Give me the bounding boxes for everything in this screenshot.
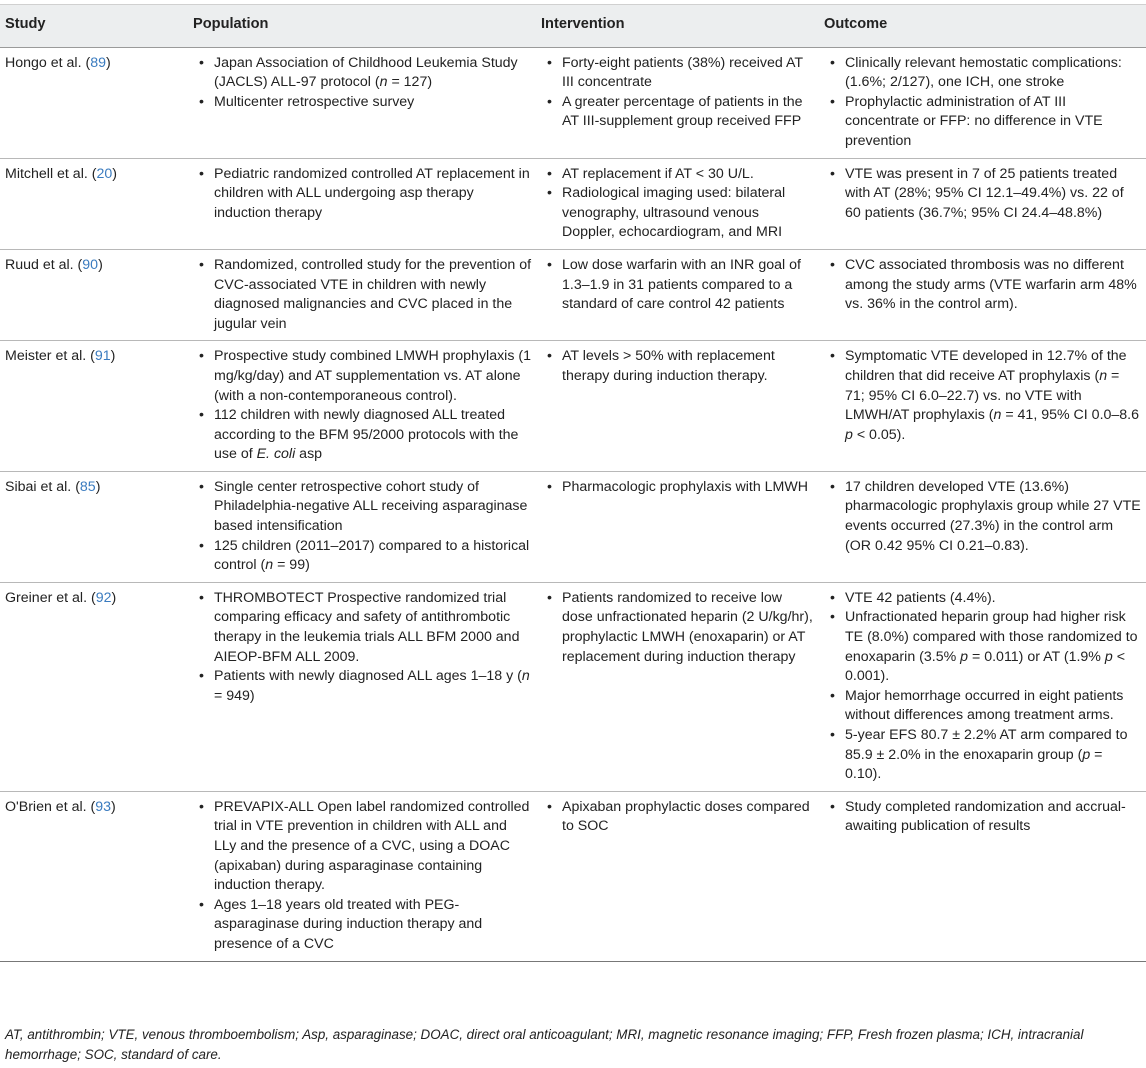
table-footnote: AT, antithrombin; VTE, venous thromboembolism; Asp, asparaginase; DOAC, direct oral anticoagulant; MRI, magnetic resonance imaging; FFP, Fresh frozen plasma; ICH, intracranial hemorrhage; SOC, standard of care. bbox=[5, 1027, 1084, 1062]
outcome-cell bbox=[819, 471, 1146, 582]
bullet-list bbox=[193, 478, 532, 576]
population-item: • PREVAPIX-ALL Open label randomized controlled trial in VTE prevention in children with ALL and LLy and the presence of a CVC, using a DOAC (apixaban) during asparaginase containing induction therapy. bbox=[193, 798, 532, 896]
reference-link[interactable]: 91 bbox=[94, 348, 111, 365]
study-cell bbox=[0, 249, 188, 340]
study-name-close: ) bbox=[111, 798, 116, 815]
study-cell bbox=[0, 791, 188, 961]
reference-link[interactable]: 92 bbox=[95, 589, 112, 606]
bullet-list bbox=[193, 256, 532, 334]
outcome-item: • Unfractionated heparin group had higher risk TE (8.0%) compared with those randomized to enoxaparin (3.5% p = 0.011) or AT (1.9% p < 0.001). bbox=[824, 608, 1142, 686]
intervention-item: • A greater percentage of patients in the AT III-supplement group received FFP bbox=[541, 93, 815, 132]
bullet-list bbox=[541, 478, 815, 498]
outcome-cell bbox=[819, 341, 1146, 472]
study-cell bbox=[0, 582, 188, 791]
outcome-item: • Major hemorrhage occurred in eight patients without differences among treatment arms. bbox=[824, 687, 1142, 726]
reference-link[interactable]: 90 bbox=[82, 256, 99, 273]
outcome-cell bbox=[819, 47, 1146, 158]
intervention-cell bbox=[536, 47, 819, 158]
intervention-item: • Radiological imaging used: bilateral venography, ultrasound venous Doppler, echocardiogram, and MRI bbox=[541, 184, 815, 243]
population-item: • THROMBOTECT Prospective randomized trial comparing efficacy and safety of antithrombotic therapy in the leukemia trials ALL BFM 2000 and AIEOP-BFM ALL 2009. bbox=[193, 589, 532, 667]
outcome-item: • CVC associated thrombosis was no different among the study arms (VTE warfarin arm 48% vs. 36% in the control arm). bbox=[824, 256, 1142, 315]
outcome-item: • Study completed randomization and accrual-awaiting publication of results bbox=[824, 798, 1142, 837]
reference-link[interactable]: 89 bbox=[90, 54, 106, 71]
population-cell bbox=[188, 471, 536, 582]
study-name: Sibai et al. ( bbox=[5, 478, 80, 495]
intervention-cell bbox=[536, 158, 819, 249]
table-row bbox=[0, 791, 1146, 961]
intervention-cell bbox=[536, 341, 819, 472]
bullet-list bbox=[824, 347, 1142, 445]
study-name: Ruud et al. ( bbox=[5, 256, 83, 273]
outcome-item: • Clinically relevant hemostatic complications: (1.6%; 2/127), one ICH, one stroke bbox=[824, 54, 1142, 93]
intervention-item: • Pharmacologic prophylaxis with LMWH bbox=[541, 478, 815, 498]
bullet-list bbox=[824, 165, 1142, 224]
bullet-list bbox=[193, 798, 532, 955]
study-cell bbox=[0, 47, 188, 158]
bullet-list bbox=[541, 347, 815, 386]
population-item: • Single center retrospective cohort study of Philadelphia-negative ALL receiving asparaginase based intensification bbox=[193, 478, 532, 537]
study-cell bbox=[0, 158, 188, 249]
table-row bbox=[0, 158, 1146, 249]
study-name-close: ) bbox=[95, 478, 101, 495]
table-row bbox=[0, 341, 1146, 472]
bullet-list bbox=[193, 54, 532, 113]
study-name: Greiner et al. ( bbox=[5, 589, 96, 606]
bullet-list bbox=[193, 165, 532, 224]
intervention-cell bbox=[536, 791, 819, 961]
header-outcome: Outcome bbox=[819, 5, 1146, 48]
bullet-list bbox=[824, 54, 1142, 152]
table-row bbox=[0, 471, 1146, 582]
study-name-close: ) bbox=[110, 348, 116, 365]
population-item: • 125 children (2011–2017) compared to a historical control (n = 99) bbox=[193, 537, 532, 576]
table-row bbox=[0, 47, 1146, 158]
population-cell bbox=[188, 791, 536, 961]
population-cell bbox=[188, 47, 536, 158]
bullet-list bbox=[824, 589, 1142, 785]
outcome-cell bbox=[819, 158, 1146, 249]
bullet-list bbox=[824, 478, 1142, 556]
outcome-item: • VTE was present in 7 of 25 patients treated with AT (28%; 95% CI 12.1–49.4%) vs. 22 of 60 patients (36.7%; 95% CI 24.4–48.8%) bbox=[824, 165, 1142, 224]
bullet-list bbox=[824, 256, 1142, 315]
population-cell bbox=[188, 158, 536, 249]
intervention-item: • Patients randomized to receive low dose unfractionated heparin (2 U/kg/hr), prophylactic LMWH (enoxaparin) or AT replacement during induction therapy bbox=[541, 589, 815, 667]
study-cell bbox=[0, 471, 188, 582]
reference-link[interactable]: 93 bbox=[95, 798, 112, 815]
study-name-close: ) bbox=[111, 589, 117, 606]
bullet-list bbox=[541, 165, 815, 243]
study-name: Mitchell et al. ( bbox=[5, 165, 97, 182]
study-name: Hongo et al. ( bbox=[5, 54, 91, 71]
population-item: • Japan Association of Childhood Leukemia Study (JACLS) ALL-97 protocol (n = 127) bbox=[193, 54, 532, 93]
header-study: Study bbox=[0, 5, 188, 48]
study-table bbox=[0, 4, 1146, 962]
bullet-list bbox=[541, 54, 815, 132]
outcome-item: • Prophylactic administration of AT III concentrate or FFP: no difference in VTE prevention bbox=[824, 93, 1142, 152]
population-item: • 112 children with newly diagnosed ALL treated according to the BFM 95/2000 protocols with the use of E. coli asp bbox=[193, 406, 532, 465]
population-item: • Prospective study combined LMWH prophylaxis (1 mg/kg/day) and AT supplementation vs. AT alone (with a non-contemporaneous control). bbox=[193, 347, 532, 406]
reference-link[interactable]: 85 bbox=[79, 478, 96, 495]
bullet-list bbox=[541, 589, 815, 667]
header-intervention: Intervention bbox=[536, 5, 819, 48]
intervention-item: • Low dose warfarin with an INR goal of 1.3–1.9 in 31 patients compared to a standard of care control 42 patients bbox=[541, 256, 815, 315]
bullet-list bbox=[541, 798, 815, 837]
study-cell bbox=[0, 341, 188, 472]
intervention-cell bbox=[536, 582, 819, 791]
population-item: • Multicenter retrospective survey bbox=[193, 93, 532, 113]
population-item: • Ages 1–18 years old treated with PEG-asparaginase during induction therapy and presence of a CVC bbox=[193, 896, 532, 955]
population-item: • Patients with newly diagnosed ALL ages 1–18 y (n = 949) bbox=[193, 667, 532, 706]
population-item: • Randomized, controlled study for the prevention of CVC-associated VTE in children with newly diagnosed malignancies and CVC placed in the jugular vein bbox=[193, 256, 532, 334]
reference-link[interactable]: 20 bbox=[96, 165, 113, 182]
intervention-cell bbox=[536, 249, 819, 340]
table-row bbox=[0, 582, 1146, 791]
header-population: Population bbox=[188, 5, 536, 48]
outcome-item: • Symptomatic VTE developed in 12.7% of the children that did receive AT prophylaxis (n = 71; 95% CI 6.0–22.7) vs. no VTE with LMWH/AT prophylaxis (n = 41, 95% CI 0.0–8.6 p < 0.05). bbox=[824, 347, 1142, 445]
population-item: • Pediatric randomized controlled AT replacement in children with ALL undergoing asp therapy induction therapy bbox=[193, 165, 532, 224]
header-row bbox=[0, 5, 1146, 48]
bullet-list bbox=[541, 256, 815, 315]
study-name-close: ) bbox=[98, 256, 103, 273]
outcome-item: • 5-year EFS 80.7 ± 2.2% AT arm compared to 85.9 ± 2.0% in the enoxaparin group (p = 0.10). bbox=[824, 726, 1142, 785]
intervention-item: • Apixaban prophylactic doses compared to SOC bbox=[541, 798, 815, 837]
outcome-item: • VTE 42 patients (4.4%). bbox=[824, 589, 1142, 609]
bullet-list bbox=[824, 798, 1142, 837]
study-name-close: ) bbox=[112, 165, 117, 182]
outcome-cell bbox=[819, 249, 1146, 340]
population-cell bbox=[188, 582, 536, 791]
outcome-cell bbox=[819, 791, 1146, 961]
table-row bbox=[0, 249, 1146, 340]
bullet-list bbox=[193, 347, 532, 465]
bullet-list bbox=[193, 589, 532, 707]
study-name: Meister et al. ( bbox=[5, 348, 95, 365]
intervention-item: • Forty-eight patients (38%) received AT III concentrate bbox=[541, 54, 815, 93]
population-cell bbox=[188, 341, 536, 472]
study-name: O'Brien et al. ( bbox=[5, 798, 96, 815]
intervention-cell bbox=[536, 471, 819, 582]
study-name-close: ) bbox=[105, 54, 111, 71]
intervention-item: • AT replacement if AT < 30 U/L. bbox=[541, 165, 815, 185]
outcome-item: • 17 children developed VTE (13.6%) pharmacologic prophylaxis group while 27 VTE events occurred (27.3%) in the control arm (OR 0.42 95% CI 0.21–0.83). bbox=[824, 478, 1142, 556]
table-body bbox=[0, 47, 1146, 961]
intervention-item: • AT levels > 50% with replacement therapy during induction therapy. bbox=[541, 347, 815, 386]
population-cell bbox=[188, 249, 536, 340]
outcome-cell bbox=[819, 582, 1146, 791]
